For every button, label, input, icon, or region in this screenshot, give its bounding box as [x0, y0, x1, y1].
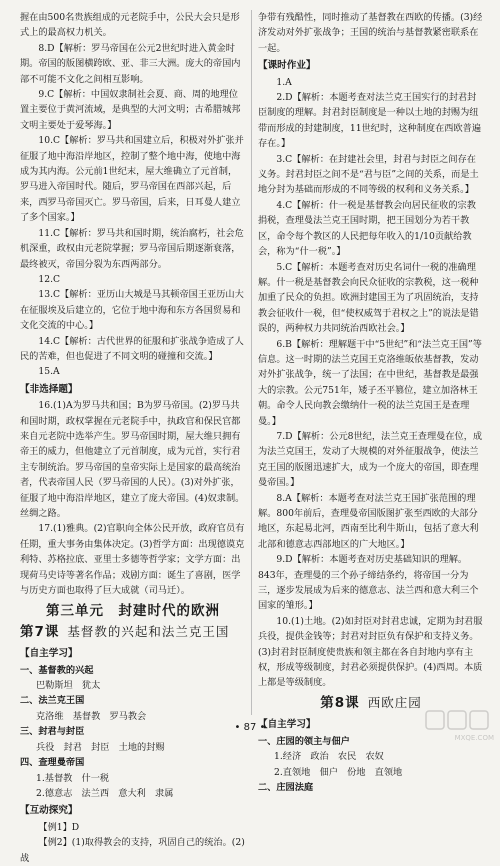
paragraph: 3.C【解析：在封建社会里，封君与封臣之间存在义务。封君封臣之间不是“君与臣”之间的关系，而是土地分封为基础而形成的不同等级的权利和义务关系。】	[258, 153, 479, 196]
section-label: 【互动探究】	[20, 805, 78, 817]
answer-line: 2.德意志 法兰西 意大利 隶属	[36, 787, 174, 799]
section-label: 【课时作业】	[258, 60, 316, 72]
paragraph: 9.C【解析：中国奴隶制社会夏、商、周的地理位置主要位于黄河流域，是典型的大河文明；古希腊城邦文明主要处于爱琴海。】	[20, 89, 241, 131]
paragraph: 4.C【解析：什一税是基督教会向居民征收的宗教捐税，查理曼法兰克王国时期，把王国划分为若干教区，命令每个教区的人民把每年收入的1/10贡献给教会，称为“什一税”。】	[258, 199, 476, 258]
paragraph: 17.(1)雅典。(2)官职向全体公民开放，政府官员有任期，重大事务由集体决定。(3)哲学方面：出现德谟克利特、苏格拉底、亚里士多德等哲学家；文学方面：出现荷马史诗等著名作品；戏剧方面：诞生了喜剧，医学与历史方面也取得了巨大成就（司马迁）。	[20, 523, 245, 597]
paragraph: 10.(1)土地。(2)如封臣对封君忠诚，定期为封君服兵役，提供金钱等；封君对封臣负有保护和支持义务。(3)封君封臣制度使贵族和领主都在各自封地内享有主权，形成等级制度，封君必须提供保护。(4)西周。本质上都是等级制度。	[258, 615, 483, 689]
paragraph: 11.C【解析：罗马共和国时期，统治腐朽，社会危机深重，政权由元老院掌握；罗马帝国后期逐渐衰落，最终被灭，帝国分裂为东西两部分。	[20, 227, 244, 270]
paragraph: 1.A	[276, 76, 292, 88]
paragraph: 2.D【解析：本题考查对法兰克王国实行的封君封臣制度的理解。封君封臣制度是一种以土地的封赐为纽带而形成的封建制度，11世纪时，这种制度在西欧普遍存在。】	[258, 92, 482, 150]
lesson-number: 第8课	[320, 694, 360, 711]
paragraph: 9.D【解析：本题考查对历史基础知识的理解。843年，查理曼的三个孙子缔结条约，将帝国一分为三，逐步发展成为后来的德意志、法兰西和意大利三个国家的雏形。】	[258, 554, 479, 612]
section-label: 【自主学习】	[258, 719, 316, 731]
subheading: 三、封君与封臣	[20, 726, 85, 738]
subheading: 四、查理曼帝国	[20, 757, 85, 769]
lesson-title	[20, 624, 246, 640]
answer-line: 兵役 封君 封臣 土地的封赐	[36, 741, 165, 753]
paragraph: 12.C	[38, 273, 61, 285]
unit-title: 第三单元 封建时代的欧洲	[46, 603, 220, 620]
paragraph: 5.C【解析：本题考查对历史名词什一税的准确理解。什一税是基督教会向民众征收的宗教税，这一税种加重了民众的负担。欧洲封建国王为了巩固统治，支持教会征收什一税，但“使权威驾于君权之上”的说法是错误的，两种权力共同统治西欧社会。】	[258, 261, 479, 335]
paragraph: 8.D【解析：罗马帝国在公元2世纪时进入黄金时期。帝国的版图横跨欧、亚、非三大洲。庞大的帝国内部不可能不文化之间相互影响。	[20, 42, 241, 85]
subheading: 二、法兰克王国	[20, 695, 85, 707]
lesson-name: 基督教的兴起和法兰克王国	[67, 623, 230, 639]
paragraph: 【例1】D	[38, 821, 80, 833]
lesson-number: 第7课	[20, 623, 60, 640]
paragraph: 8.A【解析：本题考查对法兰克王国扩张范围的理解。800年前后，查理曼帝国版图扩张至西欧的大部分地区，东起易北河，西南至比利牛斯山，包括了意大利北部和德意志西部地区的广大地区。】	[258, 492, 479, 550]
section-label: 【自主学习】	[20, 648, 78, 660]
paragraph: 10.C【解析：罗马共和国建立后，积极对外扩张并征服了地中海沿岸地区，控制了整个地中海，使地中海成为其内海。公元前1世纪末，屋大维确立了元首制，罗马进入帝国时代。随后，罗马帝国在西部兴起，后来，西罗马帝国灭亡。罗马帝国，后来，日耳曼人建立了多个国家。】	[20, 135, 244, 224]
paragraph: 15.A	[38, 366, 60, 378]
lesson-name: 西欧庄园	[367, 694, 422, 710]
paragraph: 握在由500名贵族组成的元老院手中，公民大会只是形式上的最高权力机关。	[20, 12, 240, 39]
left-column	[20, 10, 246, 866]
paragraph: 【例2】(1)取得教会的支持，巩固自己的统治。(2)战	[20, 837, 245, 864]
paragraph: 7.D【解析：公元8世纪，法兰克王查理曼在位，成为法兰克国王，发动了大规模的对外征服战争，使法兰克王国的版图迅速扩大，成为一个庞大的帝国，即查理曼帝国。】	[258, 430, 483, 489]
section-label: 【非选择题】	[20, 383, 78, 395]
watermark-icon	[424, 708, 494, 734]
paragraph: 6.B【解析：理解题干中“5世纪”和“法兰克王国”等信息。这一时期的法兰克国王克洛维皈依基督教，发动对外扩张战争，统一了法国；在中世纪，基督教是最强大的宗教。公元751年，矮子丕平篡位，建立加洛林王朝。命令人民向教会缴纳什一税的法兰克国王是查理曼。】	[258, 338, 482, 427]
answer-line: 2.直领地 佃户 份地 直领地	[274, 766, 403, 778]
subheading: 二、庄园法庭	[258, 781, 314, 793]
paragraph: 14.C【解析：古代世界的征服和扩张战争造成了人民的苦难，但也促进了不同文明的碰撞和交流。】	[20, 335, 244, 362]
answer-line: 1.经济 政治 农民 农奴	[274, 751, 384, 763]
paragraph: 争带有残酷性，同时推动了基督教在西欧的传播。(3)经济发动对外扩张战争；王国的统治与基督教紧密联系在一起。	[258, 12, 483, 54]
watermark-logo	[424, 708, 494, 742]
answer-line: 1.基督教 什一税	[36, 772, 110, 784]
answer-line: 巴勒斯坦 犹太	[36, 680, 101, 692]
subheading: 一、基督教的兴起	[20, 664, 94, 676]
page-number: • 87 •	[234, 722, 266, 733]
watermark-text: MXQE.COM	[454, 734, 494, 742]
subheading: 一、庄园的领主与佃户	[258, 735, 350, 747]
paragraph: 13.C【解析：亚历山大城是马其顿帝国王亚历山大在征服埃及后建立的，它位于地中海和东方各国贸易和文化交流的中心。】	[20, 289, 244, 332]
right-column	[258, 10, 484, 795]
paragraph: 16.(1)A为罗马共和国；B为罗马帝国。(2)罗马共和国时期，政权掌握在元老院手中，执政官和保民官都来自元老院中选举产生。罗马帝国时期，屋大维只拥有帝王的威力，但他建立了元首制度，成为元首，实行君主专制统治。罗马帝国的皇帝实际上是国家的最高统治者，代表帝国人民（罗马帝国的人民）。(3)对外扩张，征服了地中海沿岸地区，建立了庞大帝国。(4)奴隶制。丝绸之路。	[20, 400, 245, 519]
column-divider	[251, 10, 252, 715]
answer-line: 克洛维 基督教 罗马教会	[36, 710, 147, 722]
